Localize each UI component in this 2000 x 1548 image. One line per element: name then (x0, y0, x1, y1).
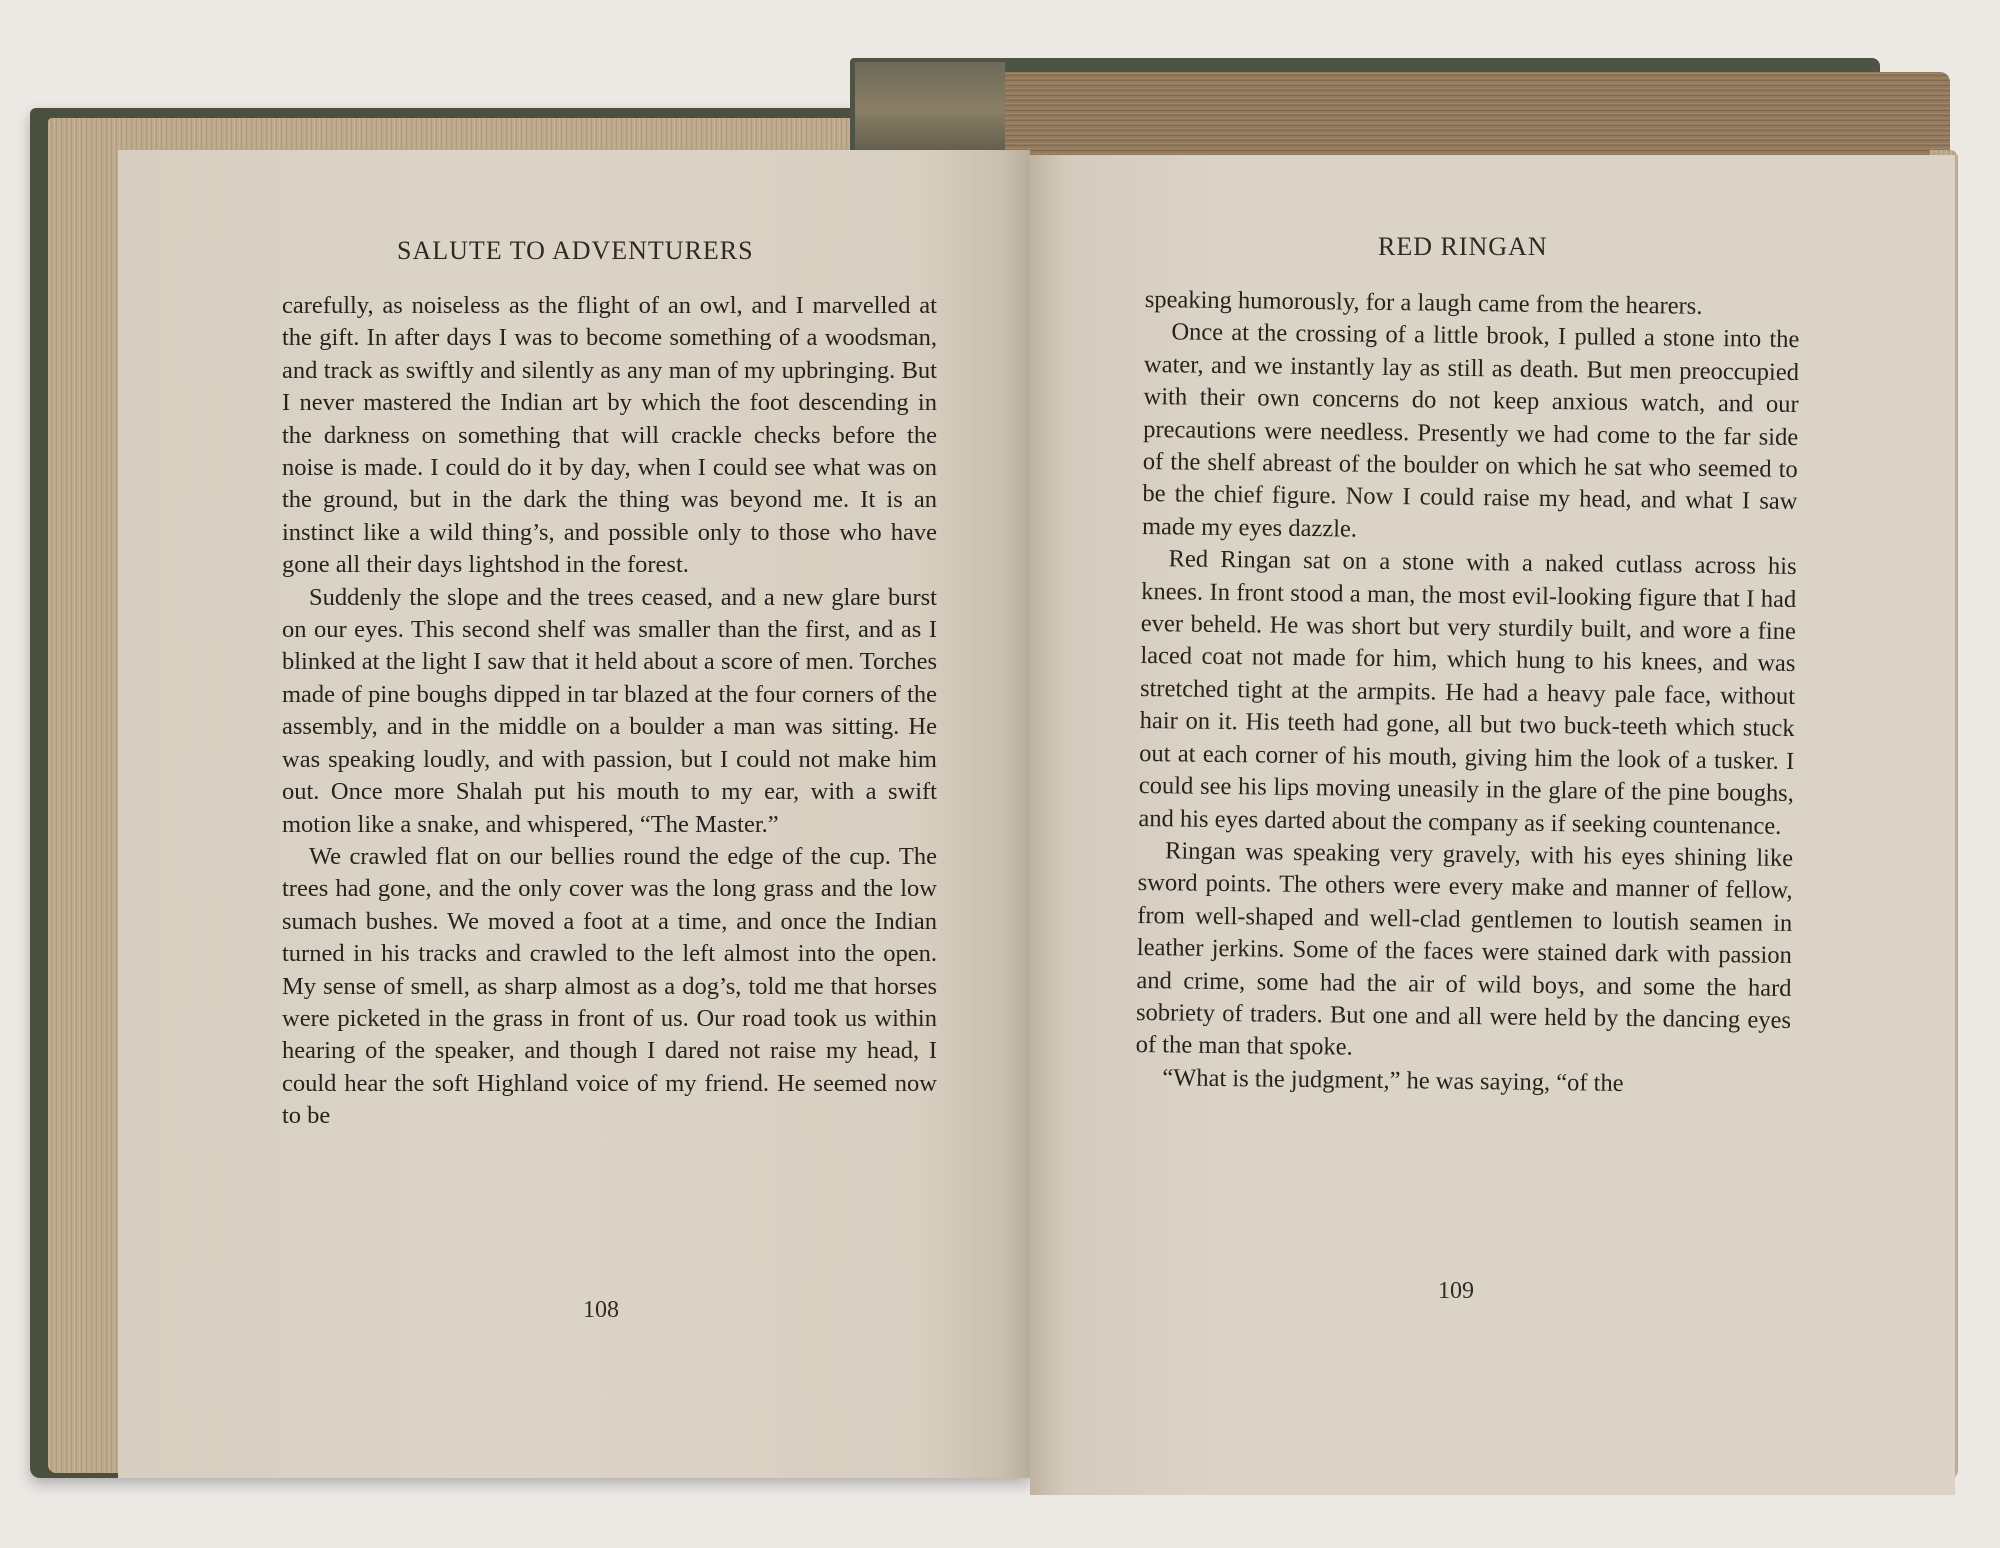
right-page-number: 109 (1438, 1278, 1474, 1304)
right-paragraph-1: speaking humorously, for a laugh came from the hearers. (1144, 285, 1703, 320)
book-spine (855, 62, 1005, 157)
left-paragraph-2: Suddenly the slope and the trees ceased, and a new glare burst on our eyes. This second shelf was smaller than the first, and as I blinked at the light I saw that it held about a score of men. Torches made of pine boughs dipped in tar blazed at the four corners of the assembly, and in the middle on a boulder a man was sitting. He was speaking loudly, and with passion, but I could not make him out. Once more Shalah put his mouth to my ear, with a swift motion like a snake, and whispered, “The Master.” (282, 583, 937, 838)
right-paragraph-4: Ringan was speaking very gravely, with his eyes shining like sword points. The others were every make and manner of fellow, from well-shaped and well-clad gentlemen to loutish seamen in leather jerkins. Some of the faces were stained dark with passion and crime, some had the air of wild boys, and some the hard sobriety of traders. But one and all were held by the dancing eyes of the man that spoke. (1135, 837, 1794, 1061)
right-running-head: RED RINGAN (1378, 232, 1548, 261)
right-paragraph-3: Red Ringan sat on a stone with a naked cutlass across his knees. In front stood a man, the most evil-looking figure that I had ever beheld. He was short but very sturdily built, and wore a fine laced coat not made for him, which hung to his knees, and was stretched tight at the armpits. He had a heavy pale face, without hair on it. His teeth had gone, all but two buck-teeth which stuck out at each corner of his mouth, giving him the look of a tusker. I could see his lips moving uneasily in the glare of the pine boughs, and his eyes darted about the company as if seeking countenance. (1138, 545, 1797, 840)
right-page-text (1135, 284, 1800, 1102)
left-paragraph-3: We crawled flat on our bellies round the edge of the cup. The trees had gone, and the only cover was the long grass and the low sumach bushes. We moved a foot at a time, and once the Indian turned in his tracks and crawled to the left almost into the open. My sense of smell, as sharp almost as a dog’s, told me that horses were picketed in the grass in front of us. Our road took us within hearing of the speaker, and though I dared not raise my head, I could hear the soft Highland voice of my friend. He seemed now to be (282, 842, 937, 1130)
right-paragraph-2: Once at the crossing of a little brook, I pulled a stone into the water, and we instantly lay as still as death. But men preoccupied with their own concerns do not keep anxious watch, and our precautions were needless. Presently we had come to the far side of the shelf abreast of the boulder on which he sat who seemed to be the chief figure. Now I could raise my head, and what I saw made my eyes dazzle. (1141, 318, 1800, 543)
left-paragraph-1: carefully, as noiseless as the flight of an owl, and I marvelled at the gift. In after days I was to become something of a woodsman, and track as swiftly and silently as any man of my upbringing. But I never mastered the Indian art by which the foot descending in the darkness on something that will crackle checks before the noise is made. I could do it by day, when I could see what was on the ground, but in the dark the thing was beyond me. It is an instinct like a wild thing’s, and possible only to those who have gone all their days lightshod in the forest. (282, 292, 937, 579)
left-page-number: 108 (583, 1297, 619, 1323)
left-page-text (282, 290, 937, 1133)
right-paragraph-5: “What is the judgment,” he was saying, “of the (1162, 1064, 1624, 1097)
left-running-head: SALUTE TO ADVENTURERS (397, 236, 754, 265)
